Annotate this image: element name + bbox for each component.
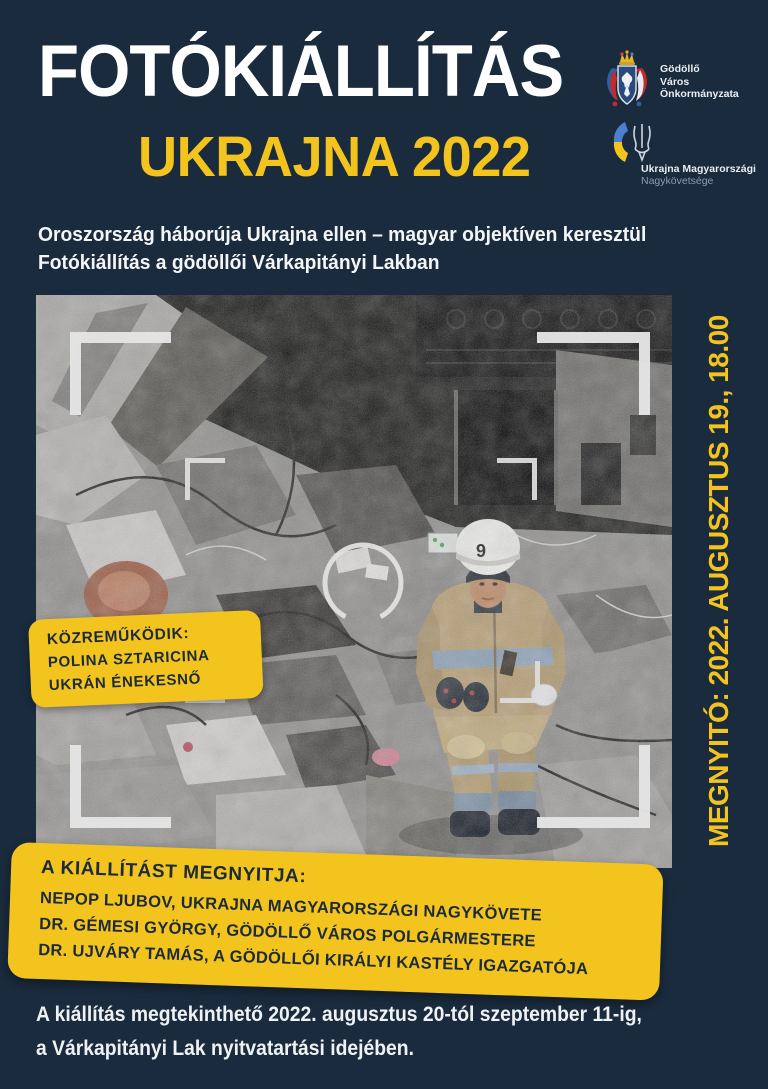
contributor-heading: KÖZREMŰKÖDIK: [46,624,190,649]
intro-line2: Fotókiállítás a gödöllői Várkapitányi Lakban [38,251,440,274]
embassy-logo-text [641,163,756,187]
municipality-line1: Gödöllő [660,63,700,75]
page-title: FOTÓKIÁLLÍTÁS [38,31,564,112]
visiting-line2: a Várkapitányi Lak nyitvatartási idejében. [36,1037,414,1060]
opener-line: NEPOP LJUBOV, UKRAJNA MAGYARORSZÁGI NAGYKÖVETE [39,889,543,925]
visiting-info [36,998,642,1066]
openers-heading: A KIÁLLÍTÁST MEGNYITJA: [40,857,307,888]
intro-line1: Oroszország háborúja Ukrajna ellen – magyar objektíven keresztül [38,223,647,246]
rubble-firefighter-photo [36,295,672,868]
contributor-name: POLINA SZTARICINA [47,647,211,672]
helmet-number: 9 [476,541,487,561]
embassy-line1: Ukrajna Magyarországi [641,163,756,175]
municipality-line2: Város [660,75,690,88]
subtitle-year: UKRAJNA 2022 [138,125,531,189]
visiting-line1: A kiállítás megtekinthető 2022. augusztus 20-tól szeptember 11-ig, [36,1003,642,1026]
intro-text [38,221,646,277]
opening-date-vertical: MEGNYITÓ: 2022. AUGUSZTUS 19., 18.00 [703,315,734,848]
opener-line: DR. UJVÁRY TAMÁS, A GÖDÖLLŐI KIRÁLYI KASTÉLY IGAZGATÓJA [37,940,589,979]
embassy-line2: Nagykövetsége [641,175,714,187]
opener-line: DR. GÉMESI GYÖRGY, GÖDÖLLŐ VÁROS POLGÁRMESTERE [38,915,537,951]
openers-banner [7,842,663,1001]
contributor-role: UKRÁN ÉNEKESNŐ [48,670,202,695]
contributor-banner [28,610,264,708]
godollo-crest-icon [604,50,650,119]
municipality-line3: Önkormányzata [660,88,739,100]
municipality-logo-text [660,63,739,101]
